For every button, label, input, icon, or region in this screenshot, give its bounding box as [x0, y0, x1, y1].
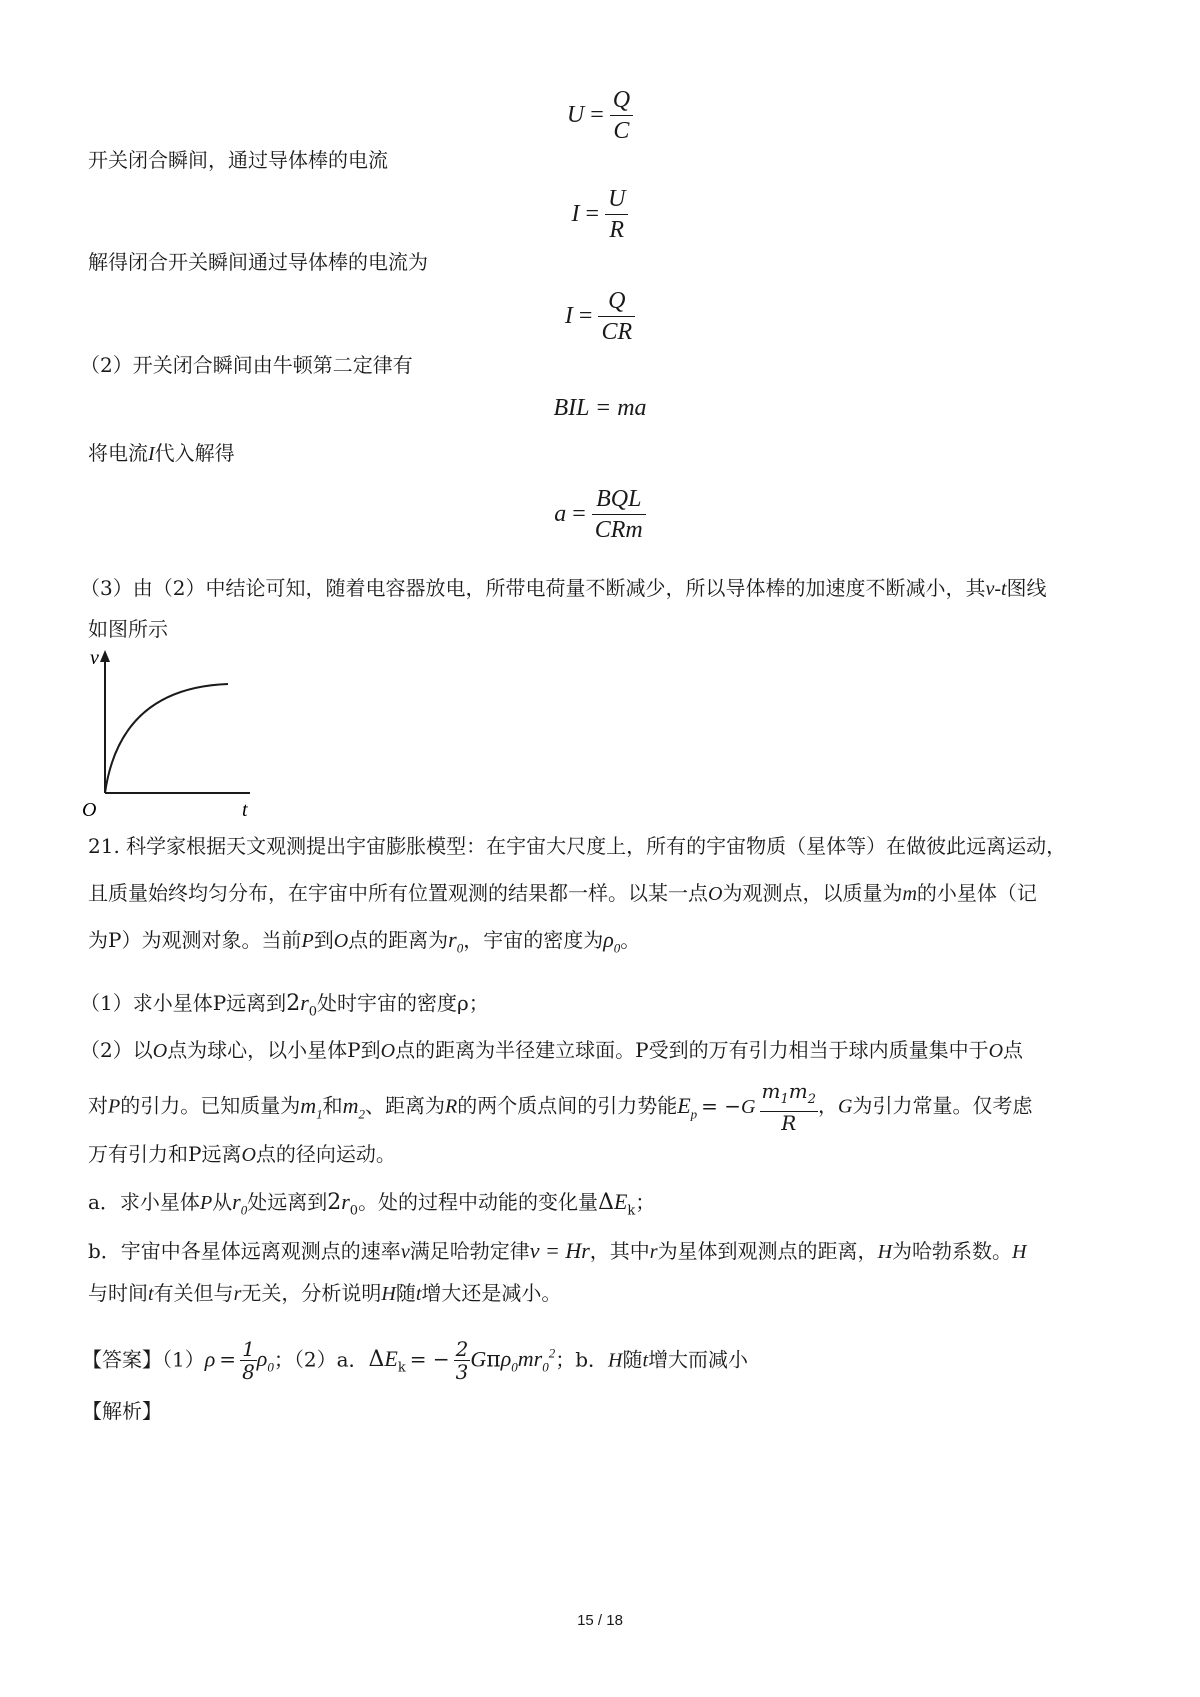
x-axis-label: t — [242, 799, 248, 821]
page-number: 15 / 18 — [577, 1612, 623, 1629]
equation-bil-ma: BIL = ma — [553, 395, 647, 421]
q21-part-2-line-2: 对P的引力。已知质量为$m_1$和$m_2$、距离为R的两个质点间的引力势能$E_p = -G$ $\frac{m_1m_2}{R}$ ，G为引力常量。仅考虑 — [88, 1079, 1033, 1135]
q21-line-3: 为P）为观测对象。当前P到O点的距离为$r_0$，宇宙的密度为$\rho_0$。 — [88, 927, 641, 956]
equation-a-bql-crm: a = $\frac{\text{BQL}}{\text{CRm}}$ — [0, 484, 1200, 545]
q21-line-2: 且质量始终均匀分布，在宇宙中所有位置观测的结果都一样。以某一点O为观测点，以质量为m的小星体（记 — [88, 881, 1037, 905]
q21-part-a: a．求小星体P从$r_0$处远离到$2r_0$。处的过程中动能的变化量$\Delta E_k$； — [88, 1189, 656, 1219]
equation-i-q-cr: I = $\frac{Q}{CR}$ — [0, 286, 1200, 347]
answer-line: 【答案】（1）ρ = $\frac{1}{8}$ $\rho_0$；（2）a．$\Delta E_k$ = − $\frac{2}{3}$ $G\pi\rho_0mr_0^2$；b．H随t增大而减小 — [82, 1337, 749, 1385]
paragraph-text: （3）由（2）中结论可知，随着电容器放电，所带电荷量不断减少，所以导体棒的加速度不断减小，其v-t图线 — [80, 576, 1047, 600]
q21-part-2-line-3: 万有引力和P远离O点的径向运动。 — [88, 1142, 396, 1166]
paragraph-text: 将电流I代入解得 — [88, 441, 235, 465]
q21-part-2-line-1: （2）以O点为球心，以小星体P到O点的距离为半径建立球面。P受到的万有引力相当于球内质量集中于O点 — [80, 1038, 1024, 1062]
origin-label: O — [82, 799, 97, 821]
fraction: $\frac{\text{BQL}}{\text{CRm}}$ — [592, 484, 646, 545]
equation-i-u-r: I = $\frac{U}{R}$ — [0, 184, 1200, 245]
q21-part-b-line-1: b．宇宙中各星体远离观测点的速率v满足哈勃定律v = Hr，其中r为星体到观测点的距离，H为哈勃系数。H — [88, 1238, 1027, 1263]
equation-u-q-c: U = $\frac{Q}{C}$ — [0, 85, 1200, 146]
q21-line-1: 21. 科学家根据天文观测提出宇宙膨胀模型：在宇宙大尺度上，所有的宇宙物质（星体等）在做彼此远离运动， — [88, 834, 1067, 858]
fraction: $\frac{U}{R}$ — [605, 184, 628, 245]
fraction: $\frac{Q}{CR}$ — [598, 286, 635, 347]
v-t-graph — [80, 648, 280, 848]
velocity-curve — [105, 684, 228, 793]
q21-part-1: （1）求小星体P远离到$2r_0$处时宇宙的密度ρ； — [80, 990, 489, 1020]
paragraph-text: 如图所示 — [88, 617, 168, 641]
y-axis-arrow — [100, 650, 110, 662]
paragraph-text: 开关闭合瞬间，通过导体棒的电流 — [88, 148, 388, 172]
q21-part-b-line-2: 与时间t有关但与r无关，分析说明H随t增大还是减小。 — [88, 1281, 562, 1305]
fraction: $\frac{Q}{C}$ — [610, 85, 633, 146]
analysis-label: 【解析】 — [82, 1399, 162, 1423]
paragraph-text: 解得闭合开关瞬间通过导体棒的电流为 — [88, 250, 428, 274]
paragraph-text: （2）开关闭合瞬间由牛顿第二定律有 — [80, 353, 413, 377]
eq-lhs: U — [566, 102, 585, 128]
y-axis-label: v — [90, 648, 99, 669]
